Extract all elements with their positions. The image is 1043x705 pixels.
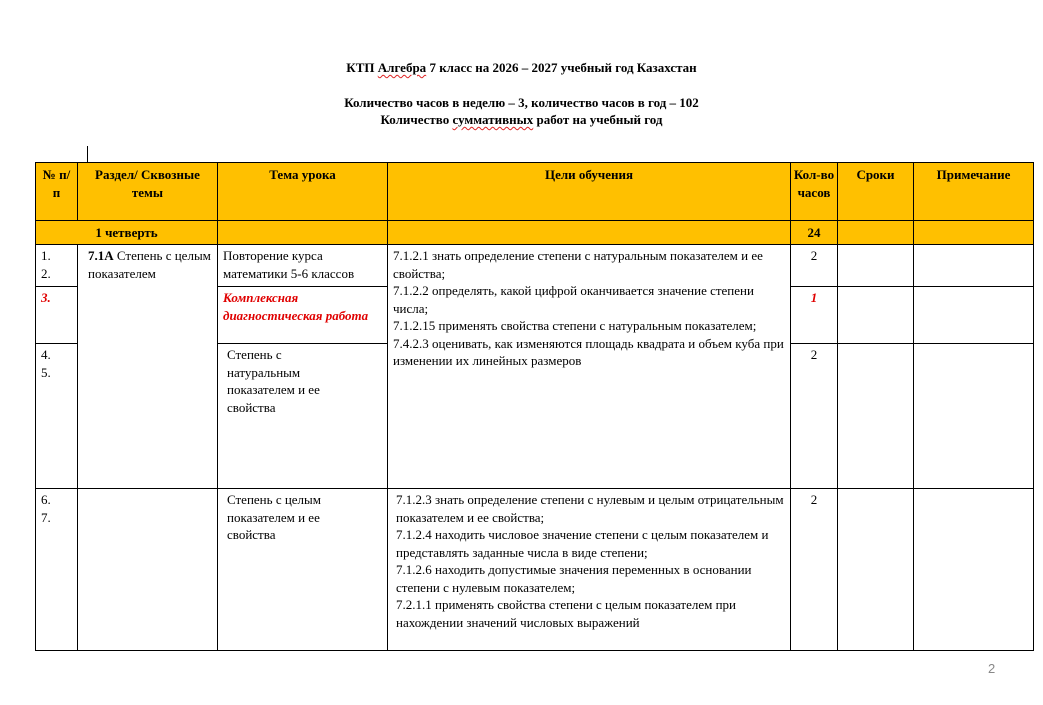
row-topic: Комплексная диагностическая работа (218, 287, 388, 344)
row-notes (914, 344, 1034, 489)
header-num: № п/п (36, 163, 78, 221)
section-cell-empty (78, 489, 218, 651)
quarter-hours: 24 (791, 221, 838, 245)
row-dates (838, 344, 914, 489)
table-header-row (36, 163, 1034, 221)
row-topic: Степень с натуральным показателем и ее свойства (218, 344, 388, 489)
hours-summary: Количество часов в неделю – 3, количество часов в год – 102 (344, 95, 699, 110)
plan-table (35, 162, 1034, 651)
row-hours: 1 (791, 287, 838, 344)
header-goals: Цели обучения (388, 163, 791, 221)
spellcheck-word: суммативных (452, 112, 534, 127)
row-topic: Повторение курса математики 5-6 классов (218, 245, 388, 287)
quarter-row (36, 221, 1034, 245)
header-topic: Тема урока (218, 163, 388, 221)
row-num: 1. 2. (36, 245, 78, 287)
row-notes (914, 489, 1034, 651)
row-hours: 2 (791, 344, 838, 489)
page-number: 2 (988, 661, 996, 676)
row-hours: 2 (791, 245, 838, 287)
row-goals: 7.1.2.1 знать определение степени с натуральным показателем и ее свойства; 7.1.2.2 определять, какой цифрой оканчивается значение степени числа; 7.1.2.15 применять свойства степени с натуральным показателем; 7.4.2.3 оценивать, как изменяются площадь квадрата и объем куба при изменении их линейных размеров (388, 245, 791, 489)
table-row (36, 489, 1034, 651)
header-section: Раздел/ Сквозные темы (78, 163, 218, 221)
header-dates: Сроки (838, 163, 914, 221)
quarter-empty-cell (218, 221, 388, 245)
header-notes: Примечание (914, 163, 1034, 221)
summative-summary: Количество суммативных работ на учебный год (380, 112, 663, 127)
row-topic: Степень с целым показателем и ее свойства (218, 489, 388, 651)
document-title: КТП Алгебра 7 класс на 2026 – 2027 учебный год Казахстан (346, 60, 697, 75)
row-notes (914, 287, 1034, 344)
text-cursor (87, 146, 88, 162)
table-row (36, 245, 1034, 287)
row-dates (838, 245, 914, 287)
spellcheck-word: Алгебра (377, 60, 427, 75)
section-name: Степень с целым показателем (88, 248, 211, 281)
quarter-label: 1 четверть (36, 221, 218, 245)
row-dates (838, 489, 914, 651)
row-notes (914, 245, 1034, 287)
quarter-empty-cell (388, 221, 791, 245)
row-num: 4. 5. (36, 344, 78, 489)
row-num: 6. 7. (36, 489, 78, 651)
section-code: 7.1А (88, 248, 114, 263)
row-goals: 7.1.2.3 знать определение степени с нулевым и целым отрицательным показателем и ее свойства; 7.1.2.4 находить числовое значение степени с целым показателем и представлять заданные числа в виде степени; 7.1.2.6 находить допустимые значения переменных в основании степени с нулевым показателем; 7.2.1.1 применять свойства степени с целым показателем при нахождении значений числовых выражений (388, 489, 791, 651)
row-hours: 2 (791, 489, 838, 651)
quarter-empty-cell (914, 221, 1034, 245)
header-hours: Кол-во часов (791, 163, 838, 221)
row-dates (838, 287, 914, 344)
quarter-empty-cell (838, 221, 914, 245)
row-num: 3. (36, 287, 78, 344)
section-cell (78, 245, 218, 489)
